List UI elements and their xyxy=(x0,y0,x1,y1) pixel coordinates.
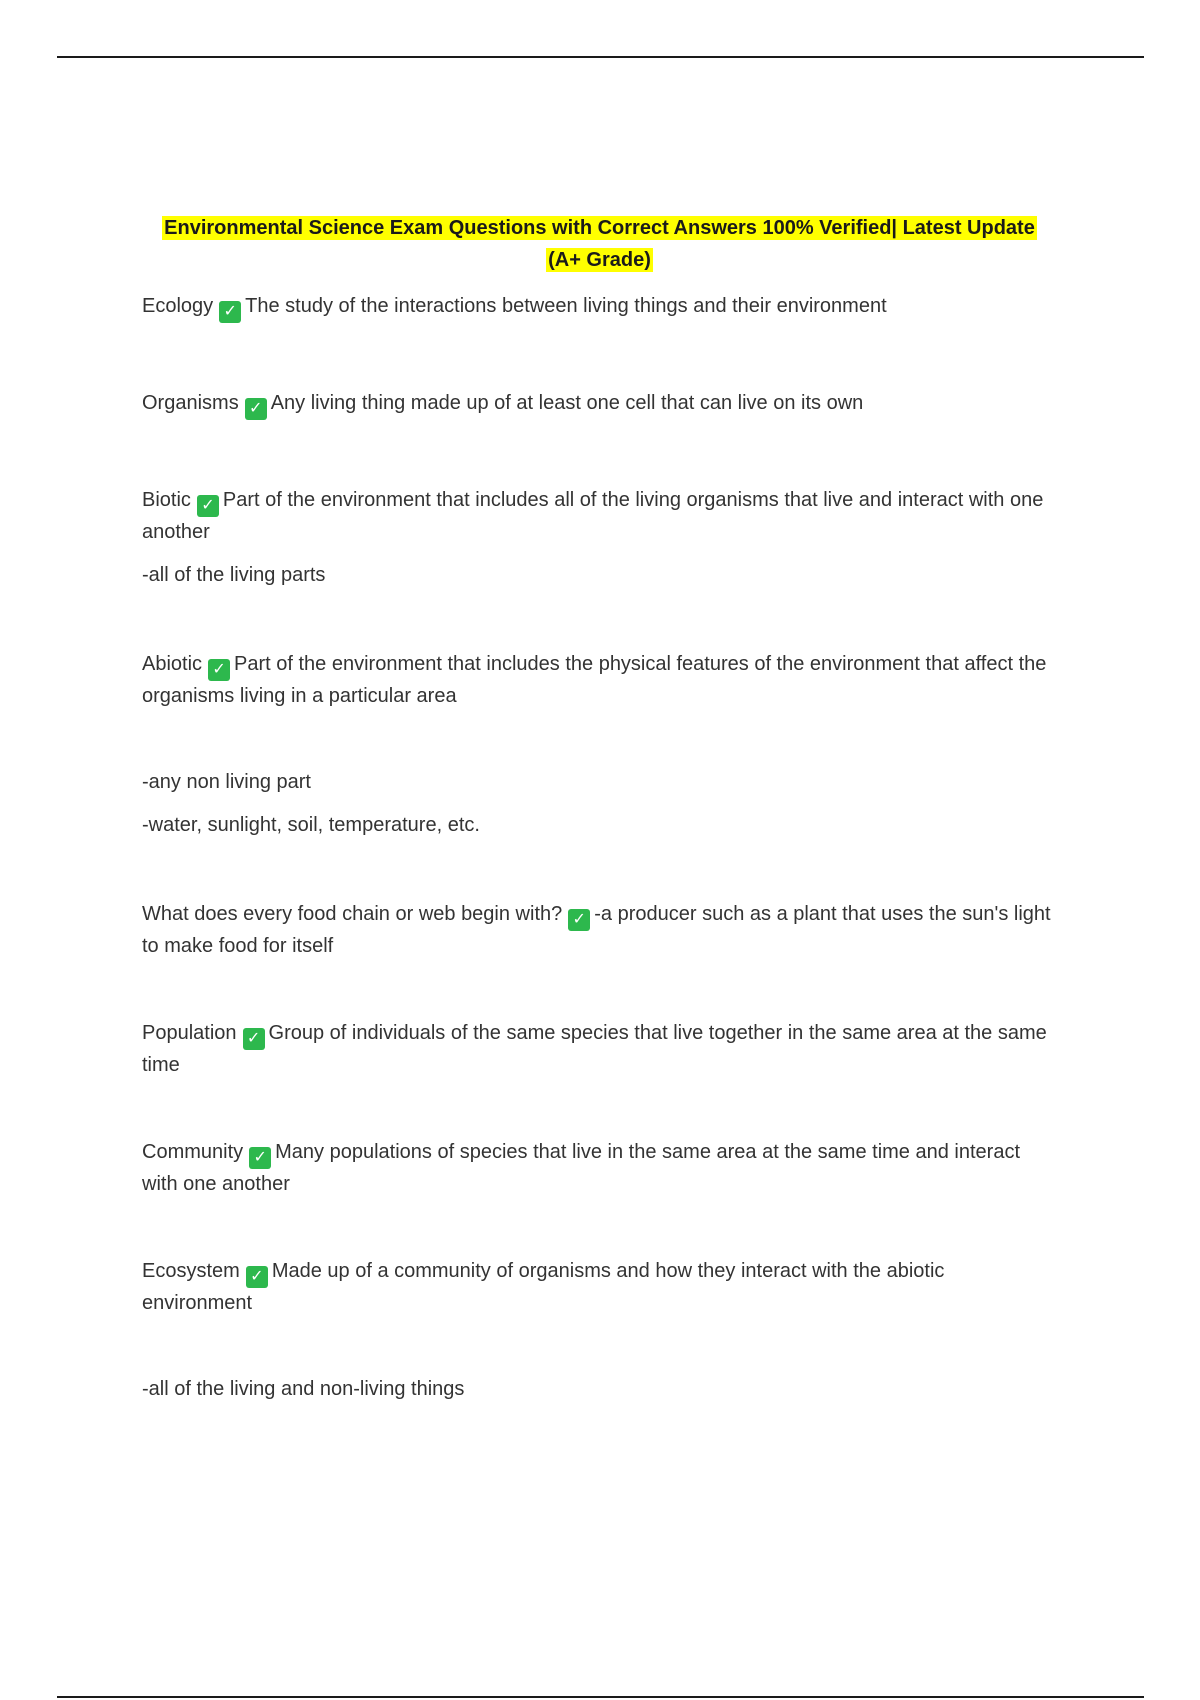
definition: The study of the interactions between living things and their environment xyxy=(245,295,887,317)
term: What does every food chain or web begin with? xyxy=(142,903,563,925)
term: Abiotic xyxy=(142,653,203,675)
definition: Part of the environment that includes all of the living organisms that live and interact with one another xyxy=(142,489,1044,543)
check-box-icon: ✓ xyxy=(197,495,219,517)
check-box-icon: ✓ xyxy=(245,398,267,420)
entry-note: -any non living part xyxy=(142,771,311,793)
document-page xyxy=(142,212,1057,1405)
definition: Made up of a community of organisms and how they interact with the abiotic environment xyxy=(142,1260,945,1314)
term: Community xyxy=(142,1141,244,1163)
header-rule xyxy=(57,56,1144,58)
definition: Many populations of species that live in the same area at the same time and interact with one another xyxy=(142,1141,1020,1195)
entry-note: -all of the living and non-living things xyxy=(142,1378,465,1400)
check-box-icon: ✓ xyxy=(246,1266,268,1288)
qa-entry xyxy=(142,291,1057,323)
term: Ecology xyxy=(142,295,214,317)
qa-entry xyxy=(142,388,1057,420)
document-title xyxy=(142,212,1057,276)
entry-note: -water, sunlight, soil, temperature, etc. xyxy=(142,814,480,836)
term: Population xyxy=(142,1022,237,1044)
title-line-1: Environmental Science Exam Questions with Correct Answers 100% Verified| Latest Update xyxy=(164,217,1035,239)
term: Biotic xyxy=(142,489,191,511)
definition: Group of individuals of the same species that live together in the same area at the same time xyxy=(142,1022,1047,1076)
definition: -a producer such as a plant that uses the sun's light to make food for itself xyxy=(142,903,1051,957)
qa-entry xyxy=(142,1256,1057,1319)
qa-entry xyxy=(142,485,1057,548)
qa-entry xyxy=(142,1018,1057,1081)
check-box-icon: ✓ xyxy=(249,1147,271,1169)
term: Ecosystem xyxy=(142,1260,240,1282)
check-box-icon: ✓ xyxy=(208,659,230,681)
title-line-2: (A+ Grade) xyxy=(548,249,651,271)
qa-entry xyxy=(142,1137,1057,1200)
term: Organisms xyxy=(142,392,239,414)
entry-note: -all of the living parts xyxy=(142,564,326,586)
qa-entry xyxy=(142,899,1057,962)
qa-entry xyxy=(142,649,1057,712)
definition: Part of the environment that includes the physical features of the environment that affect the organisms living in a particular area xyxy=(142,653,1047,707)
footer-rule xyxy=(57,1696,1144,1698)
definition: Any living thing made up of at least one cell that can live on its own xyxy=(270,392,864,414)
check-box-icon: ✓ xyxy=(243,1028,265,1050)
check-box-icon: ✓ xyxy=(219,301,241,323)
check-box-icon: ✓ xyxy=(568,909,590,931)
